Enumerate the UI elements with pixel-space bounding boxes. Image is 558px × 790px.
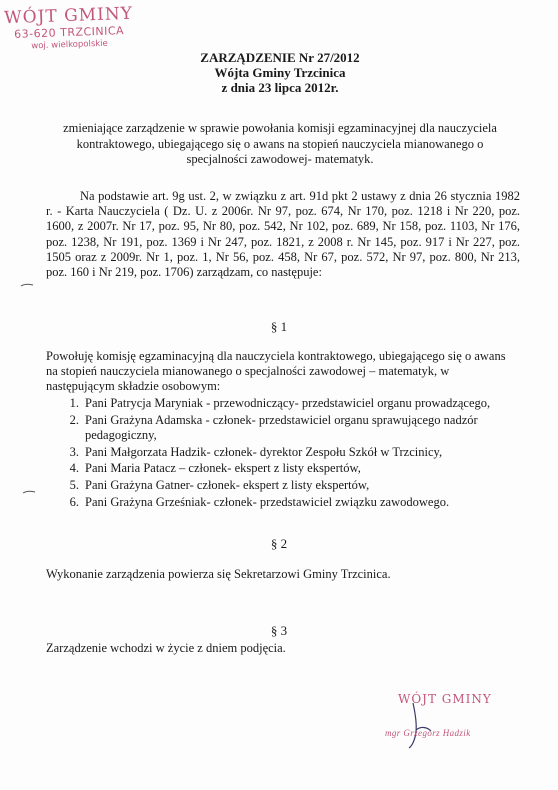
list-item-text: Pani Grażyna Adamska - członek- przedstawiciel organu sprawującego nadzór pedagogiczny, [85, 412, 478, 442]
margin-tick-mark [20, 282, 34, 288]
legal-basis-paragraph: Na podstawie art. 9g ust. 2, w związku z art. 91d pkt 2 ustawy z dnia 26 stycznia 1982 r. - Karta Nauczyciela ( Dz. U. z 2006r. Nr 97, poz. 674, Nr 170, poz. 1218 i Nr 220, poz. 1600, z 2007r. Nr 17, poz. 95, Nr 80, poz. 542, Nr 102, poz. 689, Nr 158, poz. 1103, Nr 176, poz. 1238, Nr 191, poz. 1369 i Nr 247, poz. 1821, z 2008 r. Nr 145, poz. 917 i Nr 227, poz. 1505 oraz z 2009r. Nr 1, poz. 1, Nr 56, poz. 458, Nr 67, poz. 572, Nr 97, poz. 800, Nr 213, poz. 160 i Nr 219, poz. 1706) zarządzam, co następuje: [46, 189, 520, 280]
section-2-text: Wykonanie zarządzenia powierza się Sekretarzowi Gminy Trzcinica. [46, 567, 391, 581]
section-1-sign: § 1 [270, 319, 288, 334]
list-item [46, 445, 520, 460]
document-title: ZARZĄDZENIE Nr 27/2012 [200, 50, 360, 65]
document-issuer: Wójta Gminy Trzcinica [214, 65, 346, 80]
list-item-number: 2. [69, 412, 79, 427]
list-item-text: Pani Patrycja Maryniak - przewodniczący- przedstawiciel organu prowadzącego, [85, 396, 491, 410]
list-item [46, 478, 520, 493]
list-item-number: 1. [69, 396, 79, 410]
section-1-intro: Powołuję komisję egzaminacyjną dla nauczyciela kontraktowego, ubiegającego się o awans na stopień nauczyciela mianowanego o specjalności zawodowej – matematyk, w następującym składzie osobowym: [46, 349, 506, 394]
commission-members-list [46, 396, 520, 511]
list-item-number: 5. [69, 478, 79, 493]
stamp-region: woj. wielkopolskie [31, 38, 108, 52]
section-3-text: Zarządzenie wchodzi w życie z dniem podjęcia. [46, 641, 286, 655]
list-item [46, 495, 520, 510]
section-2-sign: § 2 [270, 536, 288, 551]
stamp-address: 63-620 TRZCINICA [13, 24, 125, 41]
margin-tick-mark [22, 489, 36, 495]
signature-name: mgr Grzegorz Hadzik [385, 728, 471, 738]
handwritten-signature [395, 700, 445, 750]
list-item [46, 461, 520, 476]
stamp-title: WÓJT GMINY [3, 3, 134, 29]
list-item-number: 3. [69, 444, 79, 459]
document-subject: zmieniające zarządzenie w sprawie powołania komisji egzaminacyjnej dla nauczyciela kontraktowego, ubiegającego się o awans na stopień nauczyciela mianowanego o specjalności zawodowej- matematyk. [63, 121, 497, 166]
list-item-text: Pani Grażyna Grześniak- członek- przedstawiciel związku zawodowego. [85, 494, 450, 509]
list-item-text: Pani Maria Patacz – członek- ekspert z listy ekspertów, [85, 461, 361, 476]
list-item-text: Pani Małgorzata Hadzik- członek- dyrektor Zespołu Szkół w Trzcinicy, [85, 444, 443, 459]
list-item-number: 6. [69, 494, 79, 509]
signature-stamp-title: WÓJT GMINY [398, 692, 492, 706]
list-item-text: Pani Grażyna Gatner- członek- ekspert z listy ekspertów, [85, 478, 370, 493]
list-item [46, 413, 520, 443]
section-3-sign: § 3 [270, 623, 288, 638]
document-date: z dnia 23 lipca 2012r. [221, 80, 339, 95]
list-item [46, 396, 520, 411]
list-item-number: 4. [69, 461, 79, 476]
document-header [160, 50, 400, 95]
office-stamp [3, 4, 134, 54]
